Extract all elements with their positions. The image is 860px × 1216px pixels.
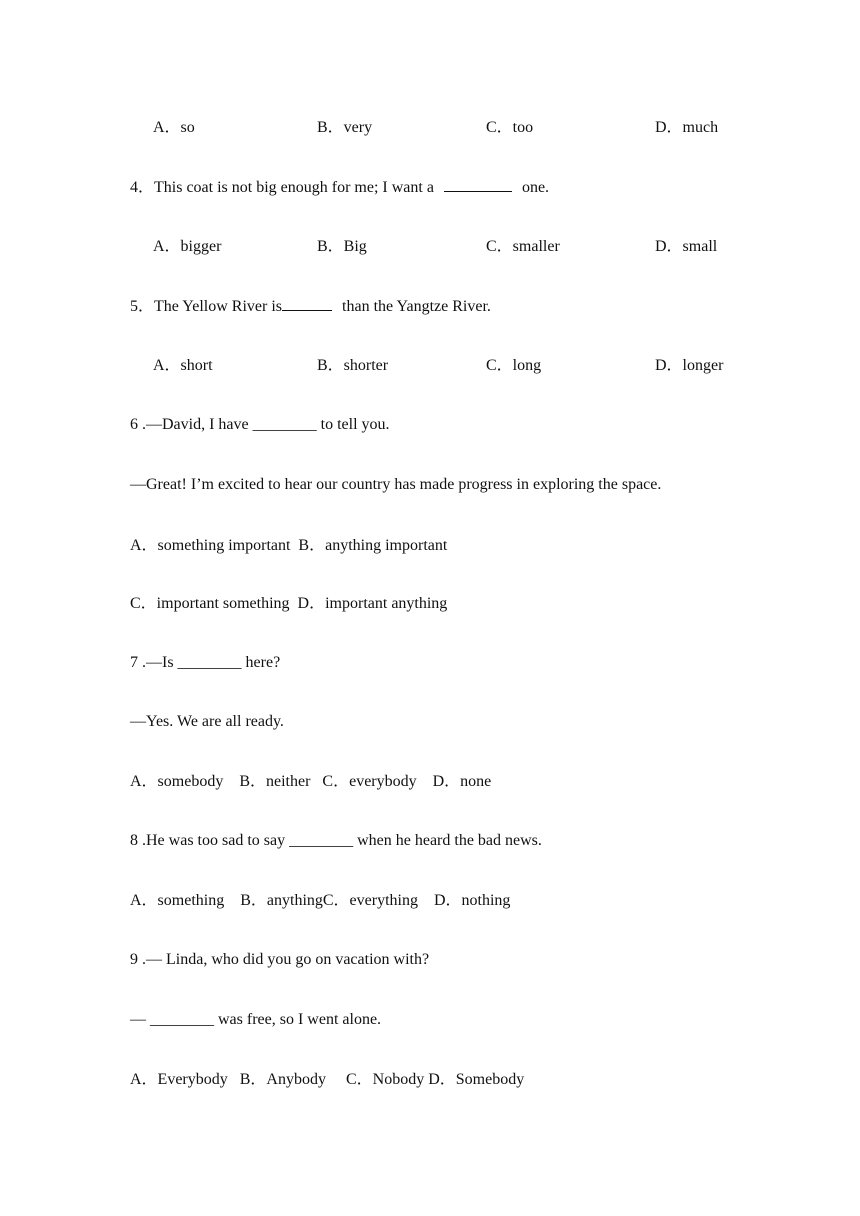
question-5-stem (130, 296, 491, 316)
question-4-stem (130, 177, 549, 197)
q4-blank (444, 177, 512, 192)
q4-option-c: C．smaller (486, 238, 560, 255)
q5-stem-after: than the Yangtze River. (334, 298, 491, 315)
question-9-options: A．Everybody B．Anybody C．Nobody D．Somebody (130, 1071, 525, 1088)
question-7-response: —Yes. We are all ready. (130, 713, 284, 730)
q5-option-c: C．long (486, 357, 542, 374)
q4-stem-before: 4．This coat is not big enough for me; I want a (130, 179, 438, 196)
q5-option-d: D．longer (655, 357, 724, 374)
q5-stem-before: 5．The Yellow River is (130, 298, 283, 315)
question-7-options: A．somebody B．neither C．everybody D．none (130, 773, 492, 790)
q4-option-d: D．small (655, 238, 718, 255)
question-8-options: A．something B．anythingC．everything D．nothing (130, 892, 511, 909)
question-8-stem: 8 .He was too sad to say ________ when he heard the bad news. (130, 832, 542, 849)
q3-option-c: C．too (486, 119, 534, 136)
q3-option-b: B．very (317, 119, 373, 136)
question-6-options-line-2: C．important something D．important anything (130, 595, 448, 612)
q5-blank (282, 296, 332, 311)
question-6-stem: 6 .—David, I have ________ to tell you. (130, 416, 390, 433)
q4-stem-after: one. (517, 179, 550, 196)
question-6-options-line-1: A．something important B．anything important (130, 537, 448, 554)
question-6-response: —Great! I’m excited to hear our country has made progress in exploring the space. (130, 476, 662, 493)
q3-option-d: D．much (655, 119, 719, 136)
q5-option-a: A．short (153, 357, 213, 374)
question-7-stem: 7 .—Is ________ here? (130, 654, 281, 671)
q3-option-a: A．so (153, 119, 195, 136)
q4-option-b: B．Big (317, 238, 367, 255)
question-9-stem: 9 .— Linda, who did you go on vacation with? (130, 951, 430, 968)
q4-option-a: A．bigger (153, 238, 222, 255)
question-9-response: — ________ was free, so I went alone. (130, 1011, 382, 1028)
q5-option-b: B．shorter (317, 357, 389, 374)
